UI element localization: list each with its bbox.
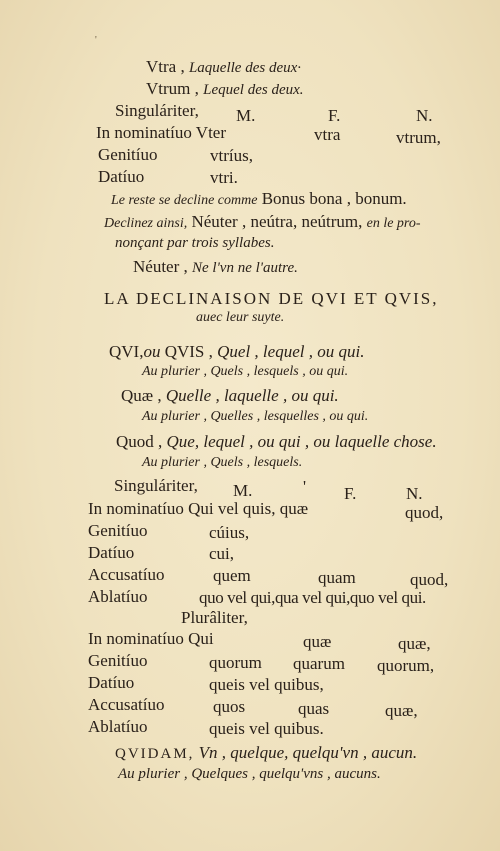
form-vtrum: vtrum, bbox=[396, 128, 441, 147]
accusatiuo-label: Accusatíuo bbox=[88, 565, 165, 584]
ablatiuo-label: Ablatíuo bbox=[88, 587, 148, 606]
form-quae-acc: quæ, bbox=[385, 701, 418, 720]
line-qui-quis bbox=[109, 343, 364, 360]
form-cui: cui, bbox=[209, 544, 235, 563]
nominatiuo-vter: In nominatíuo Vter bbox=[96, 123, 226, 142]
genitiuo-label-pl: Genitíuo bbox=[88, 651, 148, 670]
form-quorum-n: quorum, bbox=[377, 656, 435, 675]
form-vtra: vtra bbox=[314, 125, 341, 144]
form-quas: quas bbox=[298, 699, 330, 718]
form-ablatiue-sing: quo vel qui,qua vel qui,quo vel qui. bbox=[199, 588, 426, 607]
gloss-qui: Quel , lequel , ou qui. bbox=[217, 342, 365, 361]
word-quod: Quod , bbox=[116, 432, 163, 451]
word-quidam: QVIDAM, bbox=[115, 746, 195, 762]
gender-n-2: N. bbox=[406, 484, 423, 503]
neuter-forms: Néuter , neútra, neútrum, bbox=[191, 212, 363, 231]
accusatiuo-label-pl: Accusatíuo bbox=[88, 695, 165, 714]
form-quae-pl-n: quæ, bbox=[398, 634, 431, 653]
apostrophe-mark: ' bbox=[303, 477, 307, 496]
nominatiuo-qui: In nominatíuo Qui vel quis, quæ bbox=[88, 499, 309, 518]
line-vtra bbox=[146, 58, 301, 76]
line-vtrum bbox=[146, 80, 304, 98]
word-qui: QVI, bbox=[109, 342, 144, 361]
singulariter-heading-2: Singuláriter, bbox=[114, 476, 198, 495]
genitiuo-label-2: Genitíuo bbox=[88, 521, 148, 540]
form-quae-pl: quæ bbox=[303, 632, 332, 651]
line-quidam bbox=[115, 744, 417, 762]
datiuo-label-pl: Datíuo bbox=[88, 673, 135, 692]
prononcant-text: nonçant par trois syllabes. bbox=[115, 235, 275, 251]
line-quae bbox=[121, 387, 339, 404]
word-vtra: Vtra , bbox=[146, 57, 185, 76]
gloss-vtra: Laquelle des deux· bbox=[188, 60, 302, 76]
gloss-quidam: Vn , quelque, quelqu'vn , aucun. bbox=[198, 743, 418, 762]
line-reste bbox=[111, 190, 407, 208]
plurier-quels: Au plurier , Quels , lesquels , ou qui. bbox=[142, 364, 349, 379]
form-quod-2: quod, bbox=[410, 570, 449, 589]
form-quarum: quarum bbox=[293, 654, 345, 673]
page-mark: ' bbox=[95, 35, 97, 46]
gender-f-2: F. bbox=[344, 484, 357, 503]
gender-n: N. bbox=[416, 106, 433, 125]
gloss-quod: Que, lequel , ou qui , ou laquelle chose. bbox=[166, 432, 437, 451]
datiuo-label-2: Datíuo bbox=[88, 543, 135, 562]
form-quod-1: quod, bbox=[405, 503, 444, 522]
word-quis: QVIS , bbox=[164, 342, 213, 361]
gender-m-2: M. bbox=[233, 481, 253, 500]
declinez-text: Declinez ainsi, bbox=[104, 216, 188, 231]
form-queis-quibus-2: queis vel quibus. bbox=[209, 719, 324, 738]
nominatiuo-qui-pl: In nominatíuo Qui bbox=[88, 629, 214, 648]
plurier-quelles: Au plurier , Quelles , lesquelles , ou qui. bbox=[142, 409, 369, 424]
bonus-forms: Bonus bona , bonum. bbox=[261, 189, 407, 208]
line-neuter bbox=[133, 258, 298, 276]
singulariter-heading: Singuláriter, bbox=[115, 101, 199, 120]
en-le-pro: en le pro- bbox=[366, 216, 421, 231]
datiuo-label: Datíuo bbox=[98, 167, 145, 186]
form-vtrius: vtríus, bbox=[210, 146, 253, 165]
form-cuius: cúius, bbox=[209, 523, 250, 542]
gender-m: M. bbox=[236, 106, 256, 125]
reste-text: Le reste se decline comme bbox=[111, 193, 258, 208]
genitiuo-label: Genitíuo bbox=[98, 145, 158, 164]
gloss-vtrum: Lequel des deux. bbox=[203, 82, 304, 98]
gender-f: F. bbox=[328, 106, 341, 125]
form-queis-quibus-1: queis vel quibus, bbox=[209, 675, 324, 694]
pluraliter-heading: Plurâliter, bbox=[181, 608, 248, 627]
gloss-quae: Quelle , laquelle , ou qui. bbox=[165, 386, 339, 405]
plurier-quels-2: Au plurier , Quels , lesquels. bbox=[142, 455, 303, 470]
word-ou: ou bbox=[143, 342, 161, 361]
form-vtri: vtri. bbox=[210, 168, 238, 187]
gloss-neuter: Ne l'vn ne l'autre. bbox=[192, 260, 298, 276]
plurier-quelques: Au plurier , Quelques , quelqu'vns , aucuns. bbox=[118, 766, 381, 782]
line-quod bbox=[116, 433, 437, 450]
section-subheading: auec leur suyte. bbox=[196, 310, 285, 325]
form-quam: quam bbox=[318, 568, 356, 587]
form-quos: quos bbox=[213, 697, 246, 716]
word-quae: Quæ , bbox=[121, 386, 162, 405]
word-vtrum: Vtrum , bbox=[146, 79, 199, 98]
line-declinez bbox=[104, 213, 421, 231]
word-neuter: Néuter , bbox=[133, 257, 188, 276]
ablatiuo-label-pl: Ablatíuo bbox=[88, 717, 148, 736]
section-heading: LA DECLINAISON DE QVI ET QVIS, bbox=[104, 289, 439, 308]
form-quem: quem bbox=[213, 566, 251, 585]
form-quorum-m: quorum bbox=[209, 653, 262, 672]
